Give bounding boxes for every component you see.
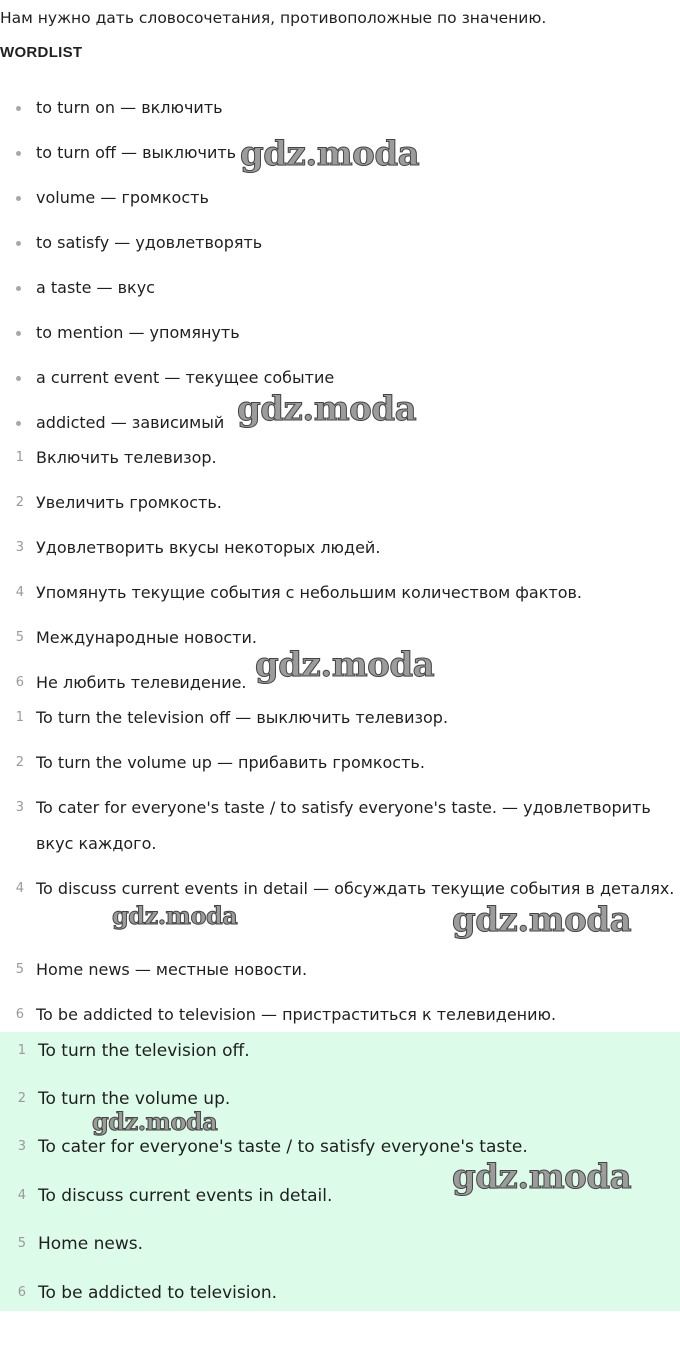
bullet-icon [16,241,21,246]
item-number: 3 [15,540,24,555]
item-number: 6 [17,1285,26,1300]
wordlist-title: WORDLIST [0,44,83,61]
intro-text: Нам нужно дать словосочетания, противоположные по значению. [0,9,547,27]
item-number: 1 [15,450,24,465]
bullet-icon [16,196,21,201]
bullet-icon [16,376,21,381]
watermark-logo: gdz.moda [237,389,417,429]
item-number: 5 [17,1236,26,1251]
watermark-logo: gdz.moda [112,901,238,930]
item-number: 6 [15,675,24,690]
watermark-logo: gdz.moda [452,900,632,940]
watermark-logo: gdz.moda [92,1107,218,1136]
watermark-logo: gdz.moda [452,1157,632,1197]
item-number: 6 [15,1007,24,1022]
item-number: 4 [15,881,24,896]
item-number: 1 [15,710,24,725]
bullet-icon [16,151,21,156]
item-number: 2 [15,495,24,510]
item-number: 2 [17,1091,26,1106]
bullet-icon [16,286,21,291]
item-number: 2 [15,755,24,770]
item-number: 5 [15,630,24,645]
item-number: 5 [15,962,24,977]
watermark-logo: gdz.moda [255,645,435,685]
bullet-icon [16,331,21,336]
bullet-icon [16,421,21,426]
item-number: 4 [15,585,24,600]
item-number: 3 [17,1139,26,1154]
bullet-icon [16,106,21,111]
item-number: 1 [17,1043,26,1058]
answer-box: 1 To turn the television off. 2 To turn the volume up. 3 To cater for everyone's taste / to satisfy everyone's taste. 4 To discuss current events in detail. 5 Home news. 6 To be addicted to television. [0,1032,680,1311]
item-number: 4 [17,1188,26,1203]
item-number: 3 [15,800,24,815]
watermark-logo: gdz.moda [240,134,420,174]
